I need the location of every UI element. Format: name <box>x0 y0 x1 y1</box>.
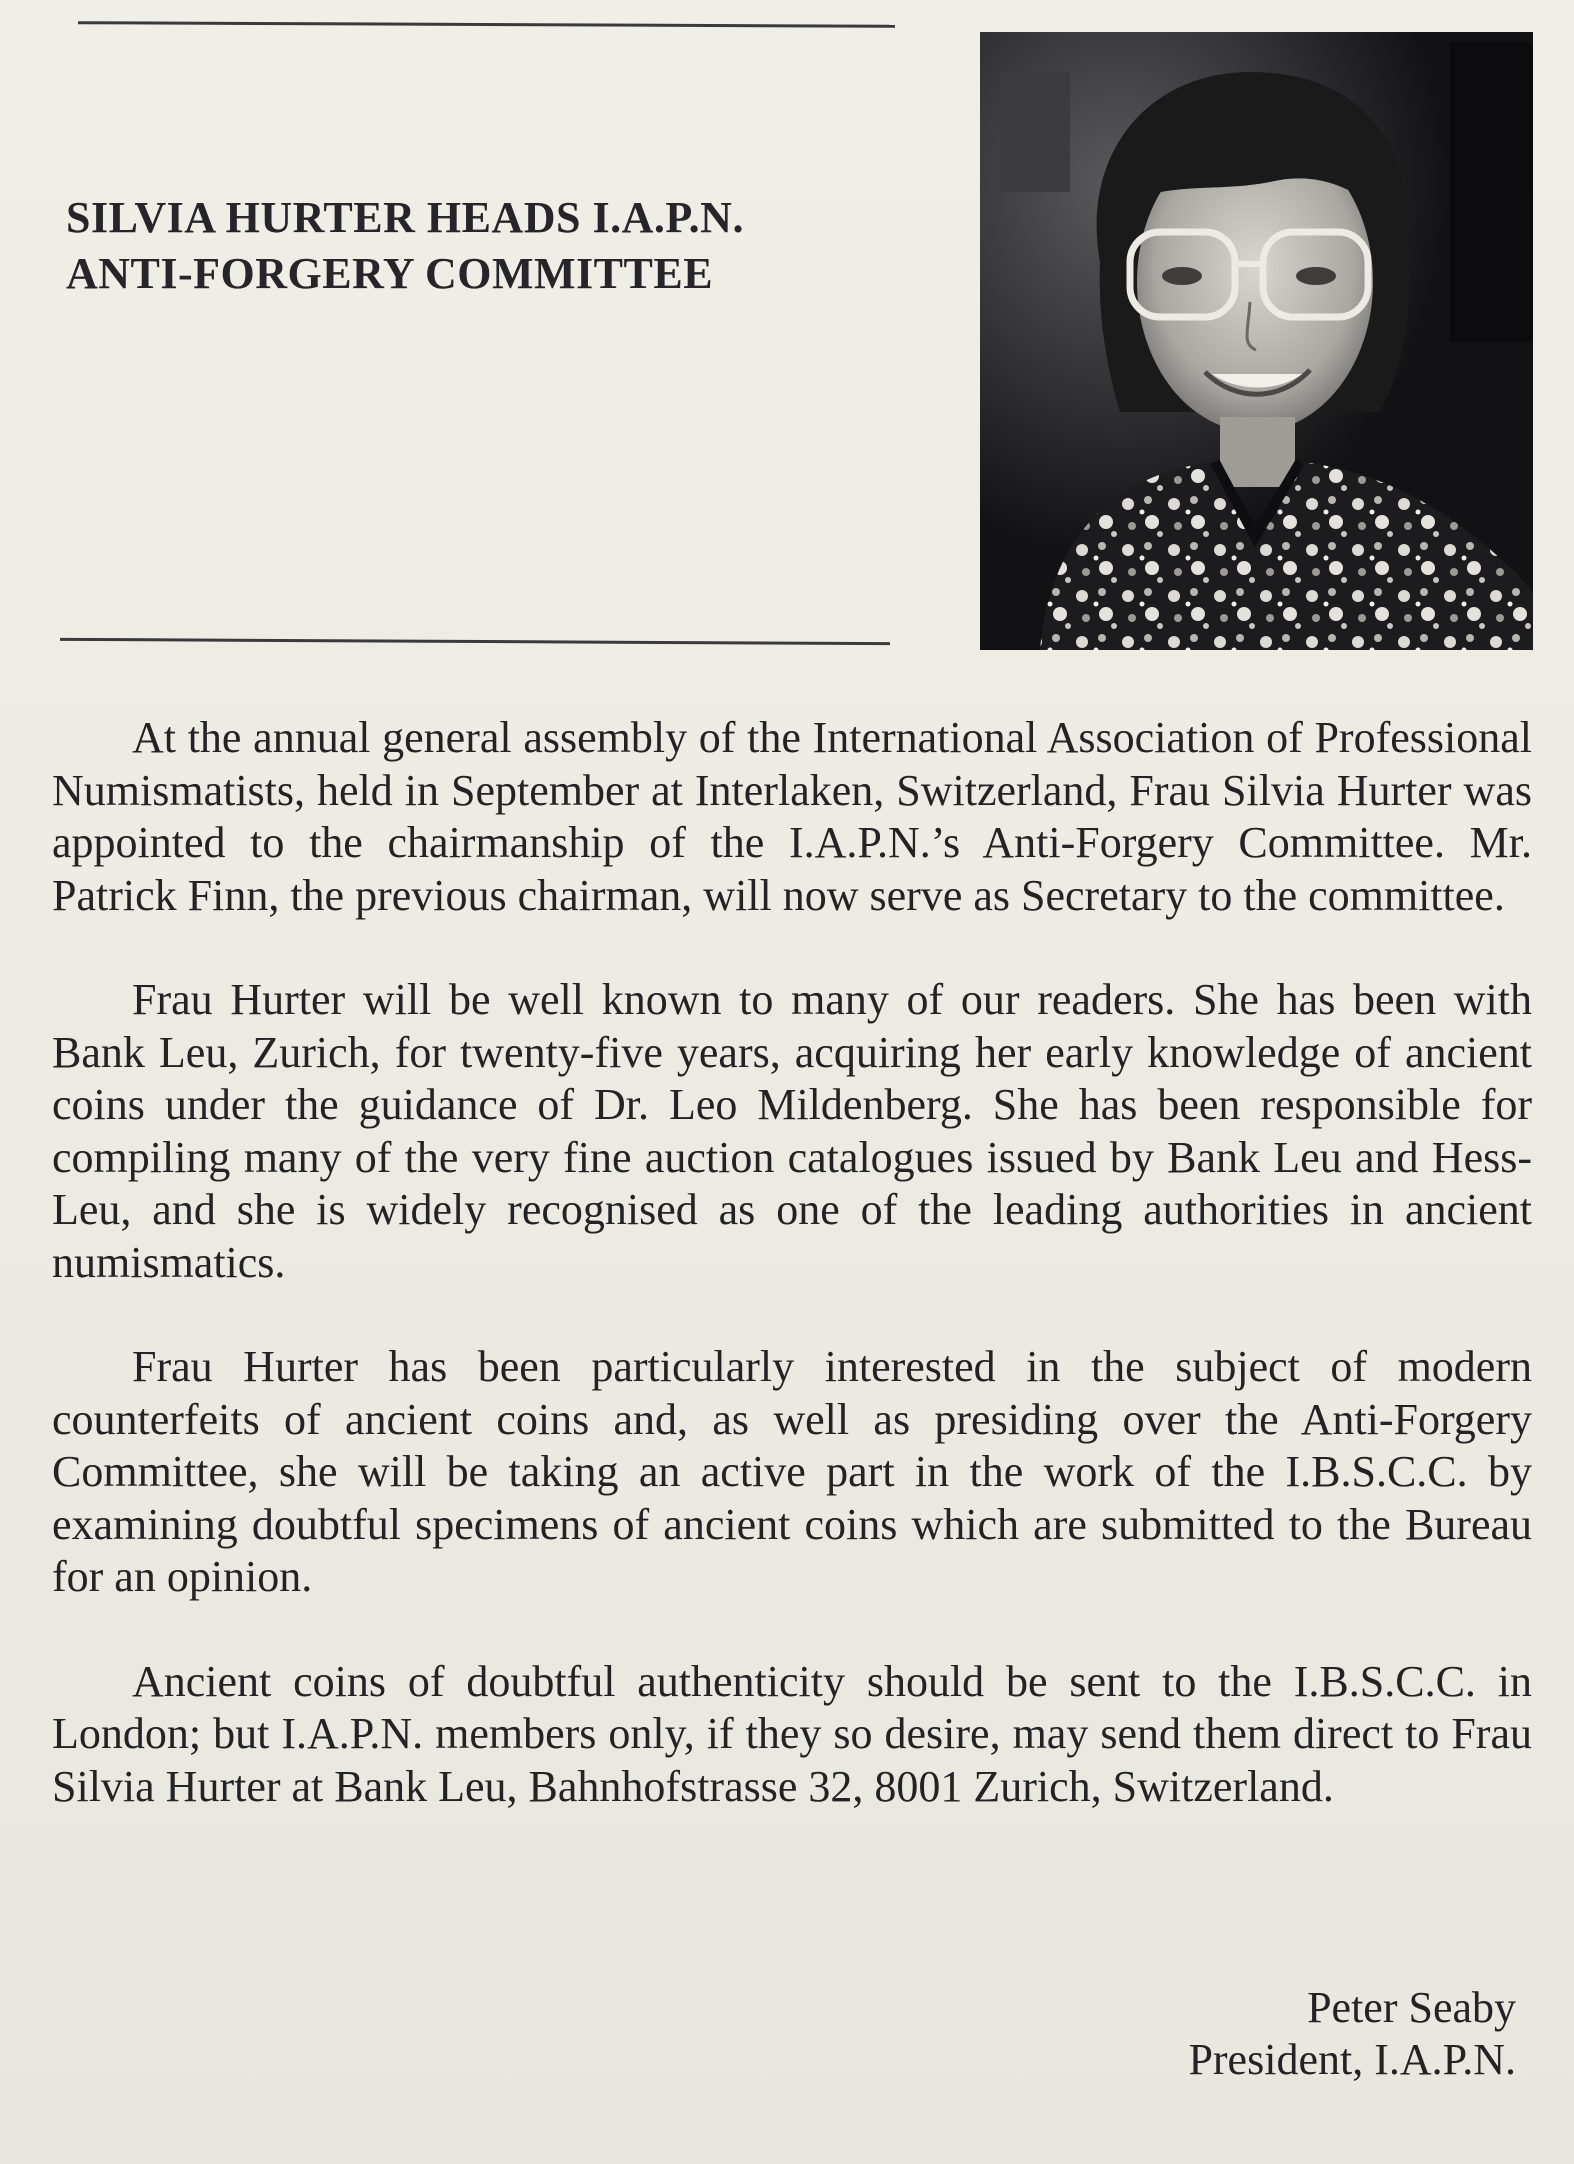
article-headline <box>66 190 846 302</box>
signature-name: Peter Seaby <box>1307 1983 1516 2032</box>
paragraph-1: At the annual general assembly of the International Association of Professional Numismatists, held in September at Interlaken, Switzerland, Frau Silvia Hurter was appointed to the chairmanship of the I.A.P.N.’s Anti-Forgery Committee. Mr. Patrick Finn, the previous chairman, will now serve as Secretary to the committee. <box>52 713 1532 920</box>
paragraph-2: Frau Hurter will be well known to many of our readers. She has been with Bank Leu, Zurich, for twenty-five years, acquiring her early knowledge of ancient coins under the guidance of Dr. Leo Mildenberg. She has been responsible for compiling many of the very fine auction catalogues issued by Bank Leu and Hess-Leu, and she is widely recognised as one of the leading authorities in ancient numismatics. <box>52 975 1532 1287</box>
signature-block <box>1188 1982 1516 2086</box>
headline-bottom-rule <box>60 638 890 645</box>
portrait-photo <box>980 32 1533 650</box>
top-rule <box>78 21 895 28</box>
signature-title: President, I.A.P.N. <box>1188 2035 1516 2084</box>
headline-line-1: SILVIA HURTER HEADS I.A.P.N. <box>66 193 744 242</box>
paragraph-3: Frau Hurter has been particularly interested in the subject of modern counterfeits of ancient coins and, as well as presiding over the Anti-Forgery Committee, she will be taking an active part in the work of the I.B.S.C.C. by examining doubtful specimens of ancient coins which are submitted to the Bureau for an opinion. <box>52 1342 1532 1601</box>
paragraph-4: Ancient coins of doubtful authenticity should be sent to the I.B.S.C.C. in London; but I.A.P.N. members only, if they so desire, may send them direct to Frau Silvia Hurter at Bank Leu, Bahnhofstrasse 32, 8001 Zurich, Switzerland. <box>52 1656 1532 1811</box>
article-body <box>52 712 1532 1865</box>
portrait-photo-graphic <box>980 32 1533 650</box>
headline-line-2: ANTI-FORGERY COMMITTEE <box>66 249 714 298</box>
